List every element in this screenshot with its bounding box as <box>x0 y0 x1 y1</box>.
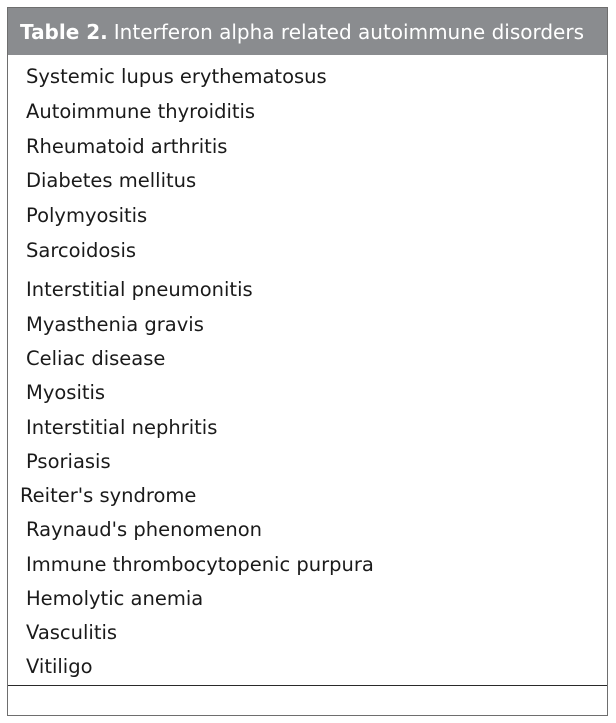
table-row: Celiac disease <box>26 347 166 370</box>
bottom-rule <box>8 685 607 686</box>
table-row: Sarcoidosis <box>26 239 137 262</box>
table-row: Vasculitis <box>26 621 118 644</box>
table-row: Myasthenia gravis <box>26 313 204 336</box>
table-label: Table 2. <box>20 19 108 44</box>
table-row: Reiter's syndrome <box>20 484 197 507</box>
table-title: Interferon alpha related autoimmune disorders <box>113 19 584 44</box>
table-row: Interstitial nephritis <box>26 416 218 439</box>
table-row: Immune thrombocytopenic purpura <box>26 553 374 576</box>
table-row: Autoimmune thyroiditis <box>26 100 256 123</box>
table-row: Polymyositis <box>26 204 148 227</box>
table-row: Interstitial pneumonitis <box>26 278 253 301</box>
table-row: Diabetes mellitus <box>26 169 197 192</box>
table-row: Psoriasis <box>26 450 111 473</box>
table-header <box>8 8 607 55</box>
table-row: Myositis <box>26 381 106 404</box>
table-row: Rheumatoid arthritis <box>26 135 228 158</box>
table-row: Raynaud's phenomenon <box>26 518 263 541</box>
table <box>7 7 608 716</box>
table-row: Hemolytic anemia <box>26 587 204 610</box>
table-row: Vitiligo <box>26 655 93 678</box>
table-row: Systemic lupus erythematosus <box>26 65 327 88</box>
